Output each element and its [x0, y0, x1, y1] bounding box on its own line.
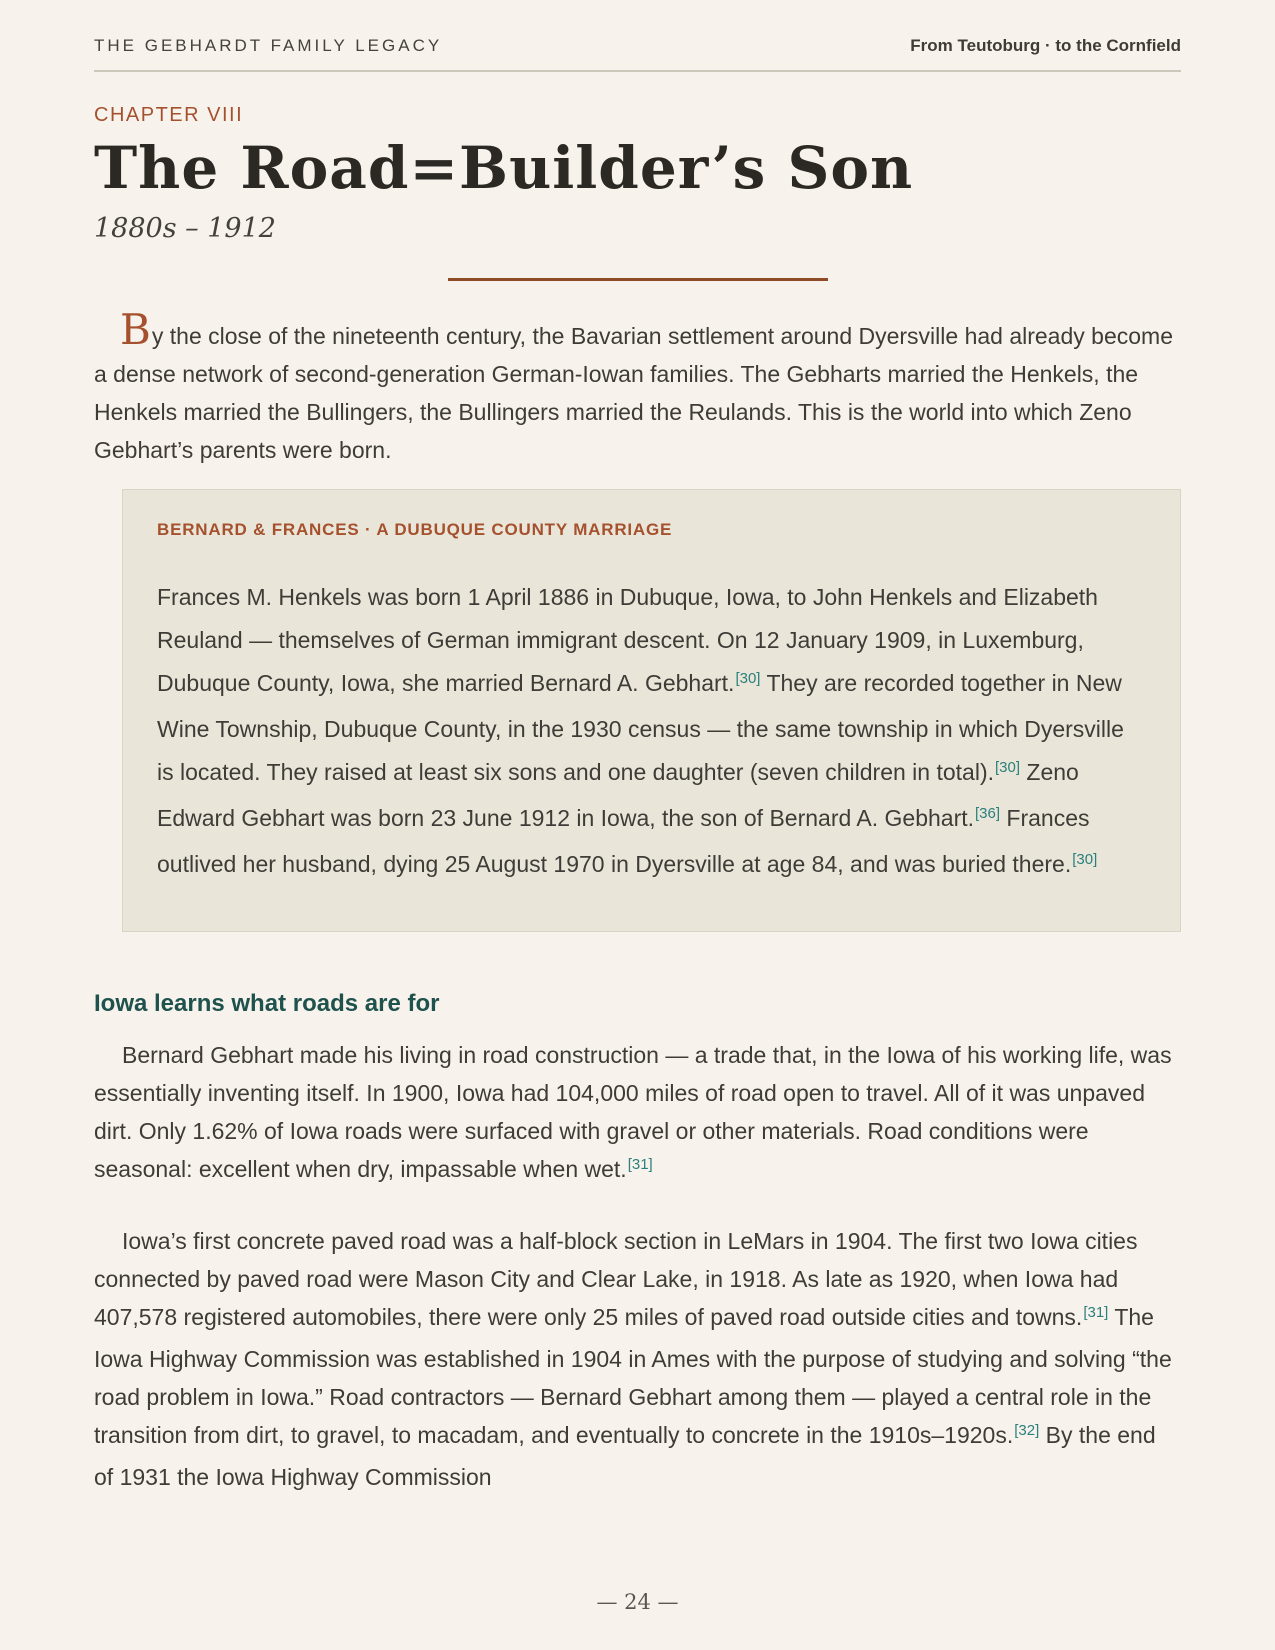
page-header	[94, 36, 1181, 72]
text-run: They are recorded together in New Wine Township, Dubuque County, in the 1930 census — the same township in which Dyersville is located. They raised at least six sons and one daughter (seven children in total).	[157, 669, 1124, 785]
sidebar-box-body	[157, 576, 1146, 889]
chapter-date-range: 1880s – 1912	[94, 212, 276, 244]
sidebar-box-title: BERNARD & FRANCES · A DUBUQUE COUNTY MARRIAGE	[157, 519, 673, 539]
chapter-title: The Road=Builder’s Son	[94, 134, 914, 202]
text-run: Frances M. Henkels was born 1 April 1886 in Dubuque, Iowa, to John Henkels and Elizabeth Reuland — themselves of German immigrant descent. On 12 January 1909, in Luxemburg, Dubuque County, Iowa, she married Bernard A. Gebhart.	[157, 583, 1098, 696]
body-paragraph-roads-2	[94, 1222, 1181, 1496]
body-paragraph-roads-1	[94, 1036, 1181, 1192]
citation-marker[interactable]: [36]	[975, 804, 1001, 822]
text-run: Frances outlived her husband, dying 25 August 1970 in Dyersville at age 84, and was buried there.	[157, 804, 1090, 877]
text-run: Iowa’s first concrete paved road was a half-block section in LeMars in 1904. The first two Iowa cities connected by paved road were Mason City and Clear Lake, in 1918. As late as 1920, when Iowa had 407,578 registered automobiles, there were only 25 miles of paved road outside cities and towns.	[94, 1227, 1138, 1330]
running-head-right: From Teutoburg · to the Cornfield	[910, 36, 1181, 55]
intro-text	[94, 323, 1173, 463]
section-heading: Iowa learns what roads are for	[94, 989, 440, 1017]
ornament-rule	[448, 278, 828, 281]
citation-marker[interactable]: [30]	[1072, 850, 1098, 868]
text-run: By the end of 1931 the Iowa Highway Commission	[94, 1421, 1156, 1490]
citation-marker[interactable]: [30]	[735, 669, 761, 687]
citation-marker[interactable]: [31]	[627, 1155, 653, 1173]
marriage-sidebar-box	[122, 489, 1181, 932]
text-run: Bernard Gebhart made his living in road construction — a trade that, in the Iowa of his working life, was essentially inventing itself. In 1900, Iowa had 104,000 miles of road open to travel. All of it was unpaved dirt. Only 1.62% of Iowa roads were surfaced with gravel or other materials. Road conditions were seasonal: excellent when dry, impassable when wet.	[94, 1041, 1172, 1182]
citation-marker[interactable]: [32]	[1014, 1421, 1040, 1439]
running-head-left: THE GEBHARDT FAMILY LEGACY	[94, 36, 443, 55]
page-number: — 24 —	[596, 1590, 679, 1614]
text-run: Zeno Edward Gebhart was born 23 June 1912 in Iowa, the son of Bernard A. Gebhart.	[157, 758, 1079, 831]
citation-marker[interactable]: [30]	[995, 758, 1021, 776]
text-run: y the close of the nineteenth century, the Bavarian settlement around Dyersville had already become a dense network of second-generation German-Iowan families. The Gebharts married the Henkels, the Henkels married the Bullingers, the Bullingers married the Reulands. This is the world into which Zeno Gebhart’s parents were born.	[94, 322, 1173, 463]
intro-paragraph	[94, 304, 1181, 469]
lead-initial: B	[120, 304, 151, 354]
citation-marker[interactable]: [31]	[1083, 1303, 1109, 1321]
chapter-kicker: CHAPTER VIII	[94, 104, 244, 126]
text-run: The Iowa Highway Commission was established in 1904 in Ames with the purpose of studying and solving “the road problem in Iowa.” Road contractors — Bernard Gebhart among them — played a central role in the transition from dirt, to gravel, to macadam, and eventually to concrete in the 1910s–1920s.	[94, 1303, 1172, 1448]
